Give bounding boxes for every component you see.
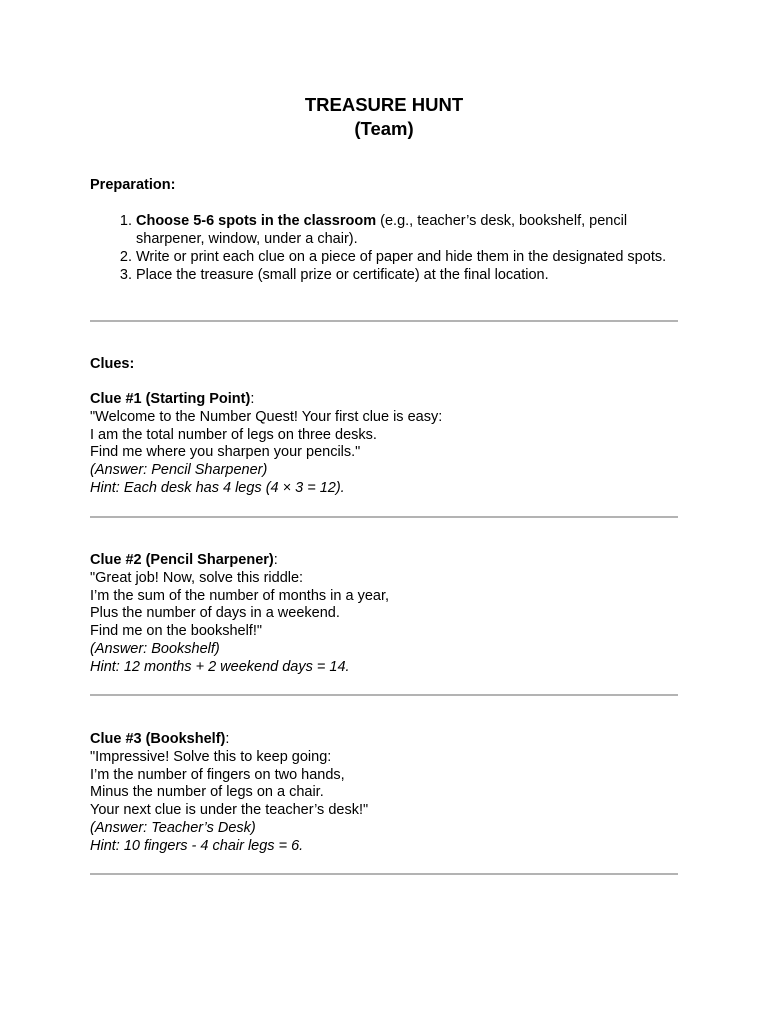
list-item — [136, 248, 678, 266]
clue-title — [90, 731, 678, 749]
clue-title — [90, 391, 678, 409]
clue-line: I’m the sum of the number of months in a year, — [90, 587, 390, 604]
clue-hint: Hint: 10 fingers - 4 chair legs = 6. — [90, 837, 304, 854]
clue-line: Plus the number of days in a weekend. — [90, 605, 340, 622]
title-line-2: (Team) — [354, 118, 414, 139]
clue-line: Minus the number of legs on a chair. — [90, 784, 324, 801]
clue-line: "Impressive! Solve this to keep going: — [90, 748, 332, 765]
list-item — [136, 212, 678, 248]
title-line-1: TREASURE HUNT — [304, 94, 464, 115]
divider — [90, 694, 678, 696]
clue-hint: Hint: 12 months + 2 weekend days = 14. — [90, 658, 350, 675]
clue-line: I am the total number of legs on three desks. — [90, 426, 377, 443]
clue-line: Find me where you sharpen your pencils." — [90, 444, 361, 461]
clue-title — [90, 552, 678, 570]
clue-line: I’m the number of fingers on two hands, — [90, 766, 345, 783]
clue-title-text: Clue #3 (Bookshelf) — [90, 731, 226, 747]
clue-3 — [90, 731, 678, 856]
preparation-list — [90, 212, 678, 284]
clue-title-text: Clue #2 (Pencil Sharpener) — [90, 552, 274, 568]
clue-answer: (Answer: Pencil Sharpener) — [90, 462, 268, 479]
clue-line: Find me on the bookshelf!" — [90, 623, 262, 640]
document-title — [90, 93, 678, 141]
clue-line: "Welcome to the Number Quest! Your first clue is easy: — [90, 408, 443, 425]
clue-hint: Hint: Each desk has 4 legs (4 × 3 = 12). — [90, 479, 345, 496]
clue-title-text: Clue #1 (Starting Point) — [90, 391, 251, 407]
divider — [90, 320, 678, 322]
list-item-text: Place the treasure (small prize or certificate) at the final location. — [136, 267, 549, 283]
preparation-heading: Preparation: — [90, 177, 176, 193]
clue-answer: (Answer: Bookshelf) — [90, 640, 220, 657]
clue-line: Your next clue is under the teacher’s desk!" — [90, 802, 369, 819]
clues-heading: Clues: — [90, 356, 135, 372]
clue-title-colon: : — [225, 731, 230, 747]
clue-line: "Great job! Now, solve this riddle: — [90, 569, 304, 586]
clue-2 — [90, 552, 678, 677]
divider — [90, 516, 678, 518]
list-item — [136, 266, 678, 284]
clue-title-colon: : — [250, 391, 255, 407]
clue-1 — [90, 391, 678, 498]
clue-title-colon: : — [273, 552, 278, 568]
divider — [90, 873, 678, 875]
clue-answer: (Answer: Teacher’s Desk) — [90, 819, 256, 836]
list-item-bold: Choose 5-6 spots in the classroom — [136, 213, 377, 229]
list-item-text: Write or print each clue on a piece of paper and hide them in the designated spots. — [136, 249, 667, 265]
list-item-text: (e.g., teacher’s desk, bookshelf, pencil sharpener, window, under a chair). — [136, 213, 628, 247]
